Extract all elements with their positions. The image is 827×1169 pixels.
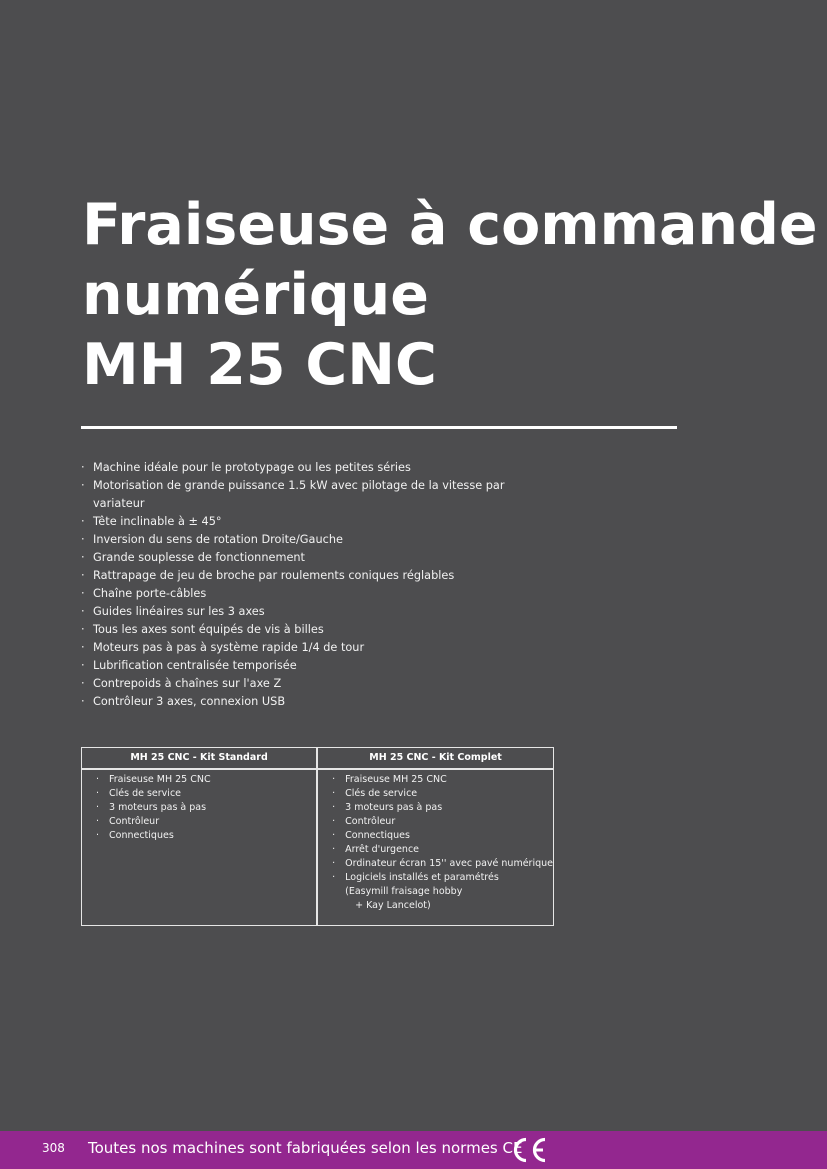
- list-item: · Clés de service: [95, 787, 316, 801]
- title-line-1: Fraiseuse à commande: [82, 192, 818, 258]
- page-title: [82, 190, 818, 400]
- feature-item: · Tous les axes sont équipés de vis à billes: [80, 621, 640, 639]
- list-item: · Fraiseuse MH 25 CNC: [331, 773, 553, 787]
- kit-complete-header: MH 25 CNC - Kit Complet: [318, 748, 553, 770]
- footer-bar: [0, 1131, 827, 1169]
- feature-item: · Lubrification centralisée temporisée: [80, 657, 640, 675]
- list-item: · Contrôleur: [331, 815, 553, 829]
- list-item: · Ordinateur écran 15'' avec pavé numérique: [331, 857, 553, 871]
- list-item: · Connectiques: [95, 829, 316, 843]
- feature-item: · Grande souplesse de fonctionnement: [80, 549, 640, 567]
- kit-standard-header: MH 25 CNC - Kit Standard: [82, 748, 316, 770]
- feature-item: · Chaîne porte-câbles: [80, 585, 640, 603]
- feature-item: · Guides linéaires sur les 3 axes: [80, 603, 640, 621]
- title-line-3: MH 25 CNC: [82, 332, 437, 398]
- feature-item: · Tête inclinable à ± 45°: [80, 513, 640, 531]
- list-item: · 3 moteurs pas à pas: [331, 801, 553, 815]
- feature-item: · Motorisation de grande puissance 1.5 kW avec pilotage de la vitesse par variateur: [80, 477, 640, 513]
- feature-item: · Contrepoids à chaînes sur l'axe Z: [80, 675, 640, 693]
- list-item-continuation: (Easymill fraisage hobby: [345, 886, 463, 897]
- list-item: · 3 moteurs pas à pas: [95, 801, 316, 815]
- list-item: · Logiciels installés et paramétrés: [331, 871, 553, 885]
- kit-complete-column: [316, 748, 553, 925]
- list-item: · Arrêt d'urgence: [331, 843, 553, 857]
- feature-item: · Contrôleur 3 axes, connexion USB: [80, 693, 640, 711]
- list-item-continuation: + Kay Lancelot): [355, 900, 431, 911]
- list-item: · Clés de service: [331, 787, 553, 801]
- list-item: · Contrôleur: [95, 815, 316, 829]
- kit-comparison-table: [81, 747, 554, 926]
- list-item: · Fraiseuse MH 25 CNC: [95, 773, 316, 787]
- feature-item: · Machine idéale pour le prototypage ou les petites séries: [80, 459, 640, 477]
- title-divider: [81, 426, 677, 429]
- ce-mark-icon: [509, 1135, 549, 1165]
- page-number: 308: [42, 1141, 65, 1155]
- footer-text: Toutes nos machines sont fabriquées selon les normes CE: [88, 1139, 523, 1157]
- kit-standard-list: [82, 770, 316, 843]
- title-line-2: numérique: [82, 262, 429, 328]
- kit-standard-column: [82, 748, 316, 925]
- list-item: · Connectiques: [331, 829, 553, 843]
- feature-item: · Inversion du sens de rotation Droite/Gauche: [80, 531, 640, 549]
- feature-list: [80, 459, 640, 711]
- kit-complete-list: [318, 770, 553, 913]
- feature-item: · Rattrapage de jeu de broche par roulements coniques réglables: [80, 567, 640, 585]
- feature-item: · Moteurs pas à pas à système rapide 1/4 de tour: [80, 639, 640, 657]
